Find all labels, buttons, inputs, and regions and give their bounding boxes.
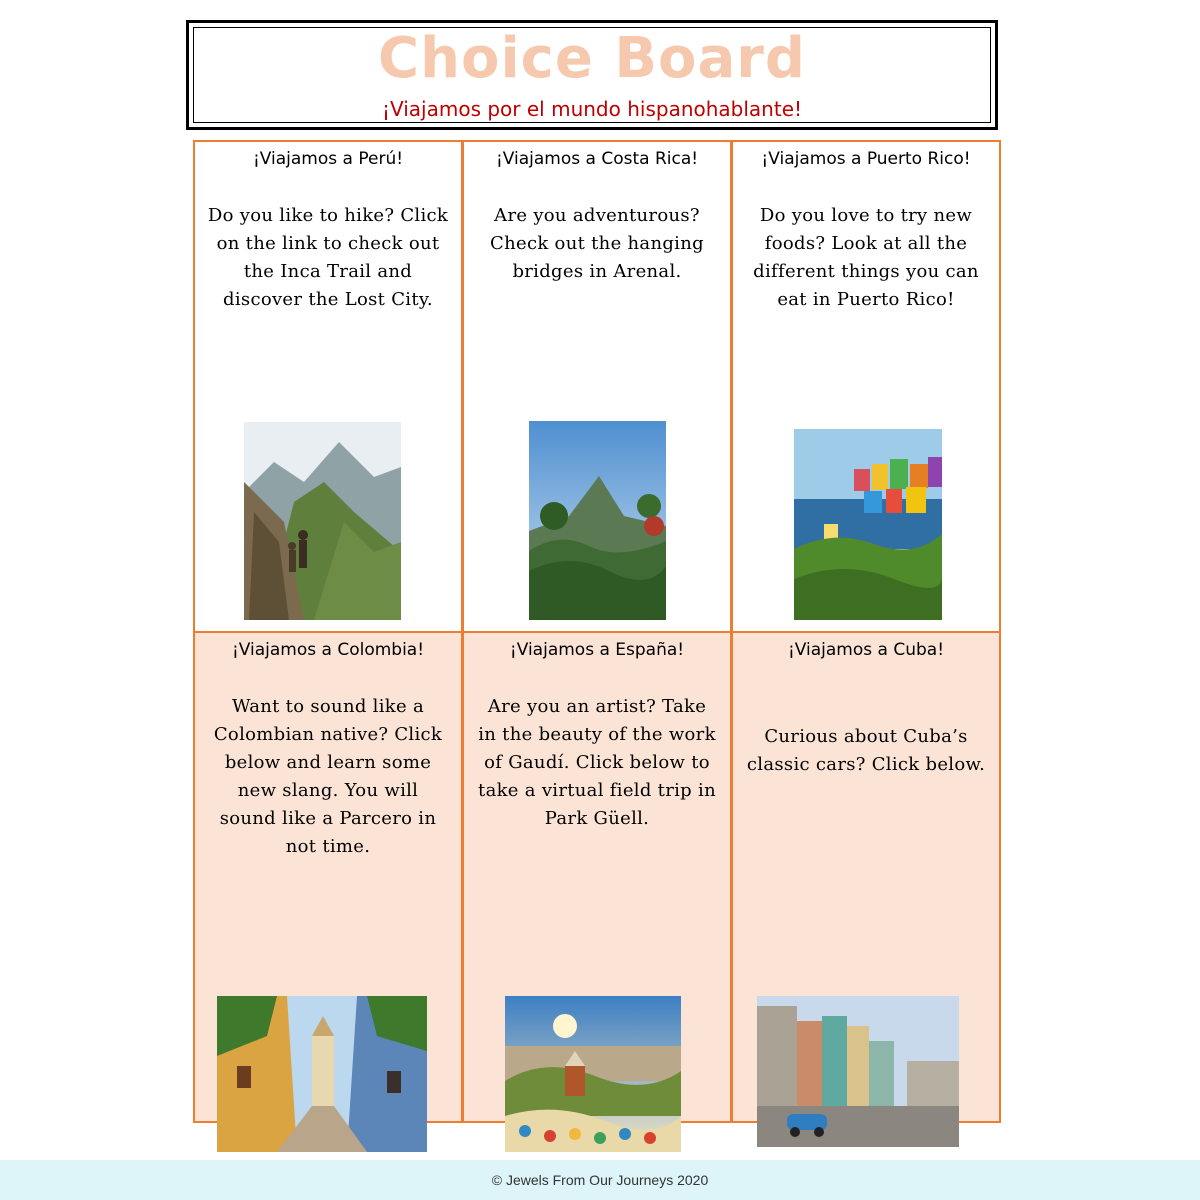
costa-rica-volcano-photo[interactable] — [529, 421, 666, 620]
card-text: Do you love to try new foods? Look at all the different things you can eat in Puerto Rico! — [753, 205, 979, 310]
park-guell-photo[interactable] — [505, 996, 681, 1152]
card-text: Curious about Cuba’s classic cars? Click below. — [746, 726, 986, 775]
card-text: Are you adventurous? Check out the hanging bridges in Arenal. — [490, 205, 704, 282]
card-text: Want to sound like a Colombian native? Click below and learn some new slang. You will sound like a Parcero in not time. — [213, 696, 443, 857]
header-box — [186, 20, 998, 130]
page-subtitle: ¡Viajamos por el mundo hispanohablante! — [381, 97, 803, 121]
card-peru[interactable] — [193, 140, 463, 633]
card-title: ¡Viajamos a Costa Rica! — [495, 149, 699, 169]
card-title: ¡Viajamos a España! — [509, 640, 685, 660]
card-costa-rica[interactable] — [462, 140, 732, 633]
cuba-classic-car-photo[interactable] — [757, 996, 959, 1147]
footer-copyright: © Jewels From Our Journeys 2020 — [0, 1160, 1200, 1200]
card-puerto-rico[interactable] — [731, 140, 1001, 633]
card-title: ¡Viajamos a Cuba! — [787, 640, 945, 660]
colombia-street-photo[interactable] — [217, 996, 427, 1152]
header-inner-frame — [193, 27, 991, 123]
card-text: Are you an artist? Take in the beauty of the work of Gaudí. Click below to take a virtual field trip in Park Güell. — [478, 696, 716, 829]
card-title: ¡Viajamos a Puerto Rico! — [761, 149, 971, 169]
page-title: Choice Board — [378, 26, 806, 91]
peru-mountain-photo[interactable] — [244, 422, 401, 620]
card-title: ¡Viajamos a Colombia! — [231, 640, 425, 660]
card-title: ¡Viajamos a Perú! — [252, 149, 404, 169]
card-text: Do you like to hike? Click on the link to check out the Inca Trail and discover the Lost City. — [207, 205, 449, 310]
puerto-rico-photo[interactable] — [794, 429, 942, 620]
